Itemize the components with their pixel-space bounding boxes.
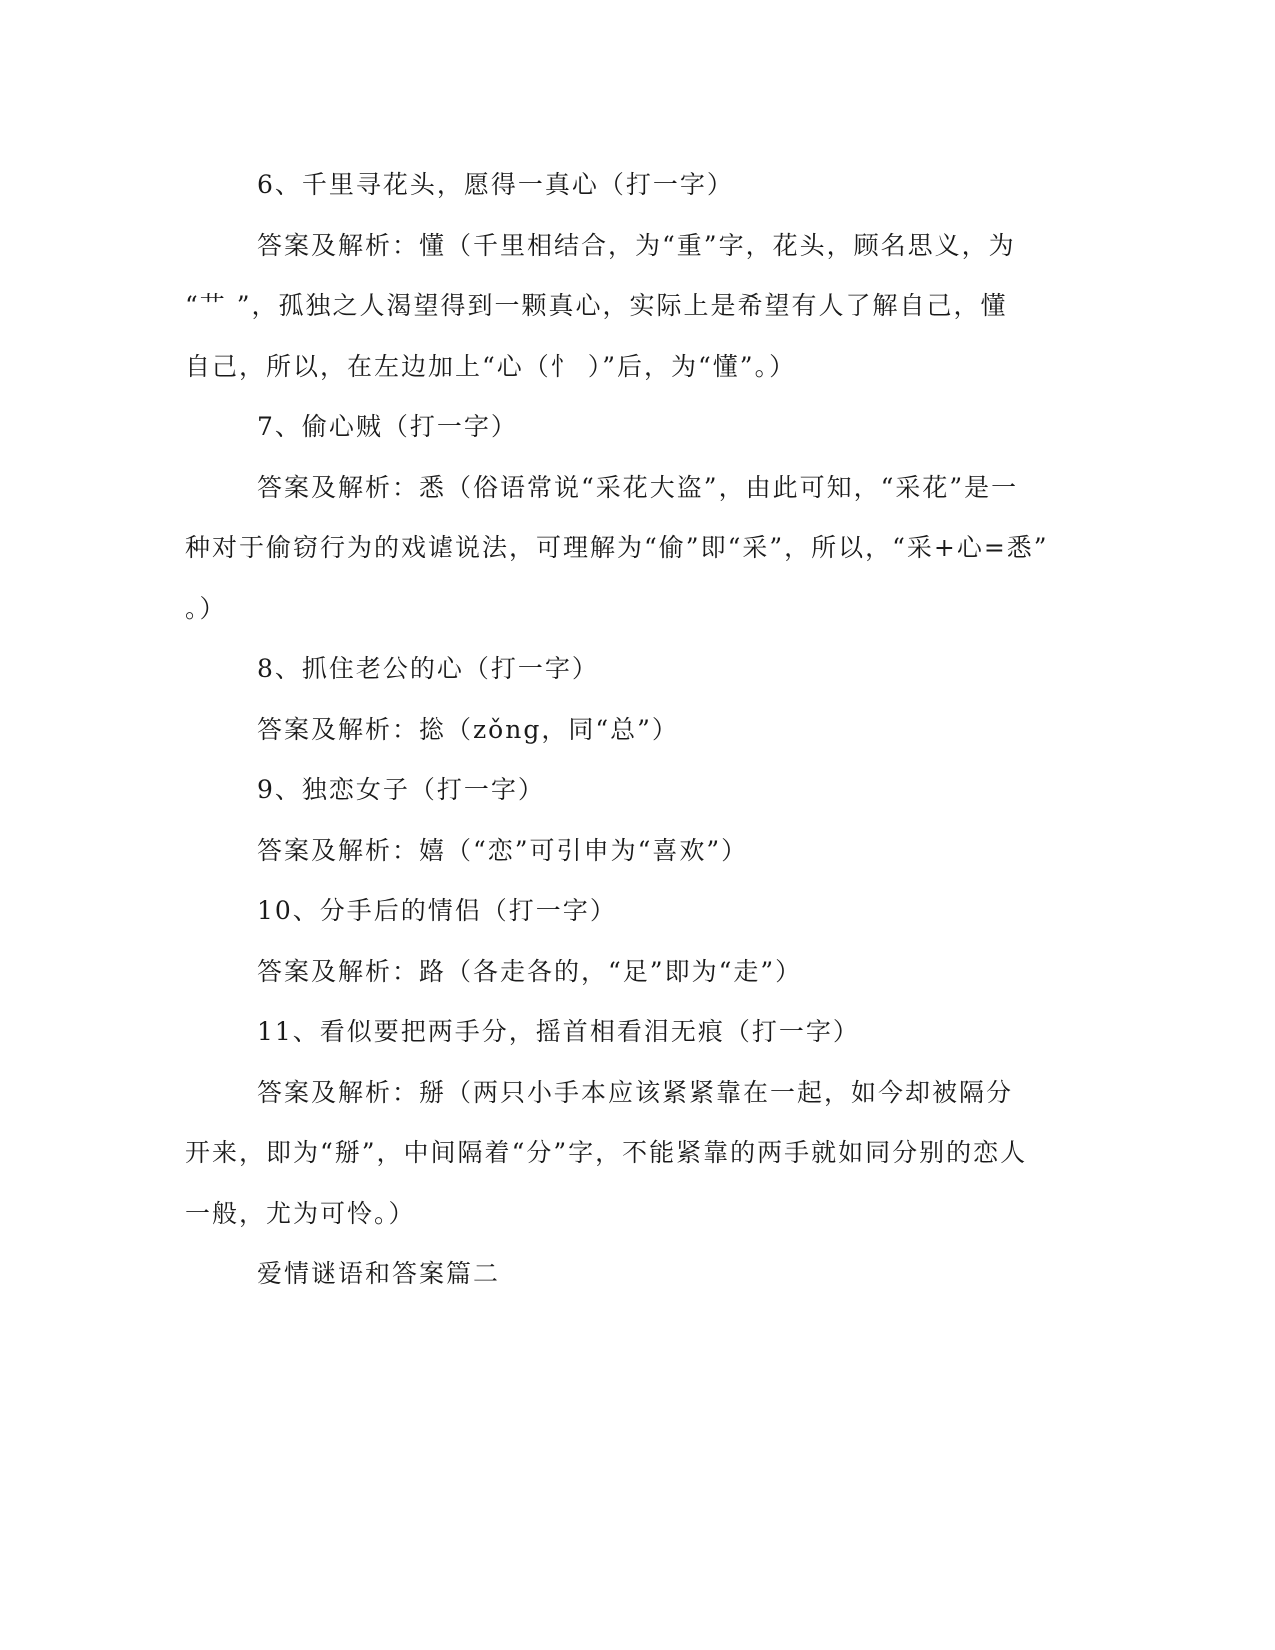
- riddle-6-answer-line-2: “艹 ”，孤独之人渴望得到一颗真心，实际上是希望有人了解自己，懂: [185, 291, 1008, 320]
- section-heading: 爱情谜语和答案篇二: [257, 1259, 501, 1288]
- riddle-10-answer: 答案及解析：路（各走各的，“足”即为“走”）: [257, 956, 803, 986]
- riddle-7-answer-line-2: 种对于偷窃行为的戏谑说法，可理解为“偷”即“采”，所以，“采+心=悉”: [185, 533, 1049, 562]
- riddle-11-answer-line-3: 一般，尤为可怜。）: [185, 1198, 416, 1228]
- riddle-6-question: 6、千里寻花头，愿得一真心（打一字）: [257, 170, 734, 199]
- riddle-7-answer-line-1: 答案及解析：悉（俗语常说“采花大盗”，由此可知，“采花”是一: [257, 472, 1019, 502]
- riddle-9-answer: 答案及解析：嬉（“恋”可引申为“喜欢”）: [257, 835, 749, 865]
- riddle-8-answer: 答案及解析：捴（zǒng，同“总”）: [257, 714, 679, 744]
- riddle-7-answer-line-3: 。）: [185, 593, 227, 623]
- riddle-9-question: 9、独恋女子（打一字）: [257, 775, 545, 804]
- riddle-11-question: 11、看似要把两手分，摇首相看泪无痕（打一字）: [257, 1017, 860, 1046]
- riddle-10-question: 10、分手后的情侣（打一字）: [257, 896, 617, 925]
- riddle-8-question: 8、抓住老公的心（打一字）: [257, 654, 599, 683]
- riddle-11-answer-line-1: 答案及解析：掰（两只小手本应该紧紧靠在一起，如今却被隔分: [257, 1077, 1014, 1107]
- riddle-11-answer-line-2: 开来，即为“掰”，中间隔着“分”字，不能紧靠的两手就如同分别的恋人: [185, 1138, 1028, 1167]
- riddle-7-question: 7、偷心贼（打一字）: [257, 412, 518, 441]
- riddle-6-answer-line-3: 自己，所以，在左边加上“心（忄 ）”后，为“懂”。）: [185, 351, 797, 381]
- document-body: [185, 155, 1085, 1305]
- riddle-6-answer-line-1: 答案及解析：懂（千里相结合，为“重”字，花头，顾名思义，为: [257, 230, 1016, 260]
